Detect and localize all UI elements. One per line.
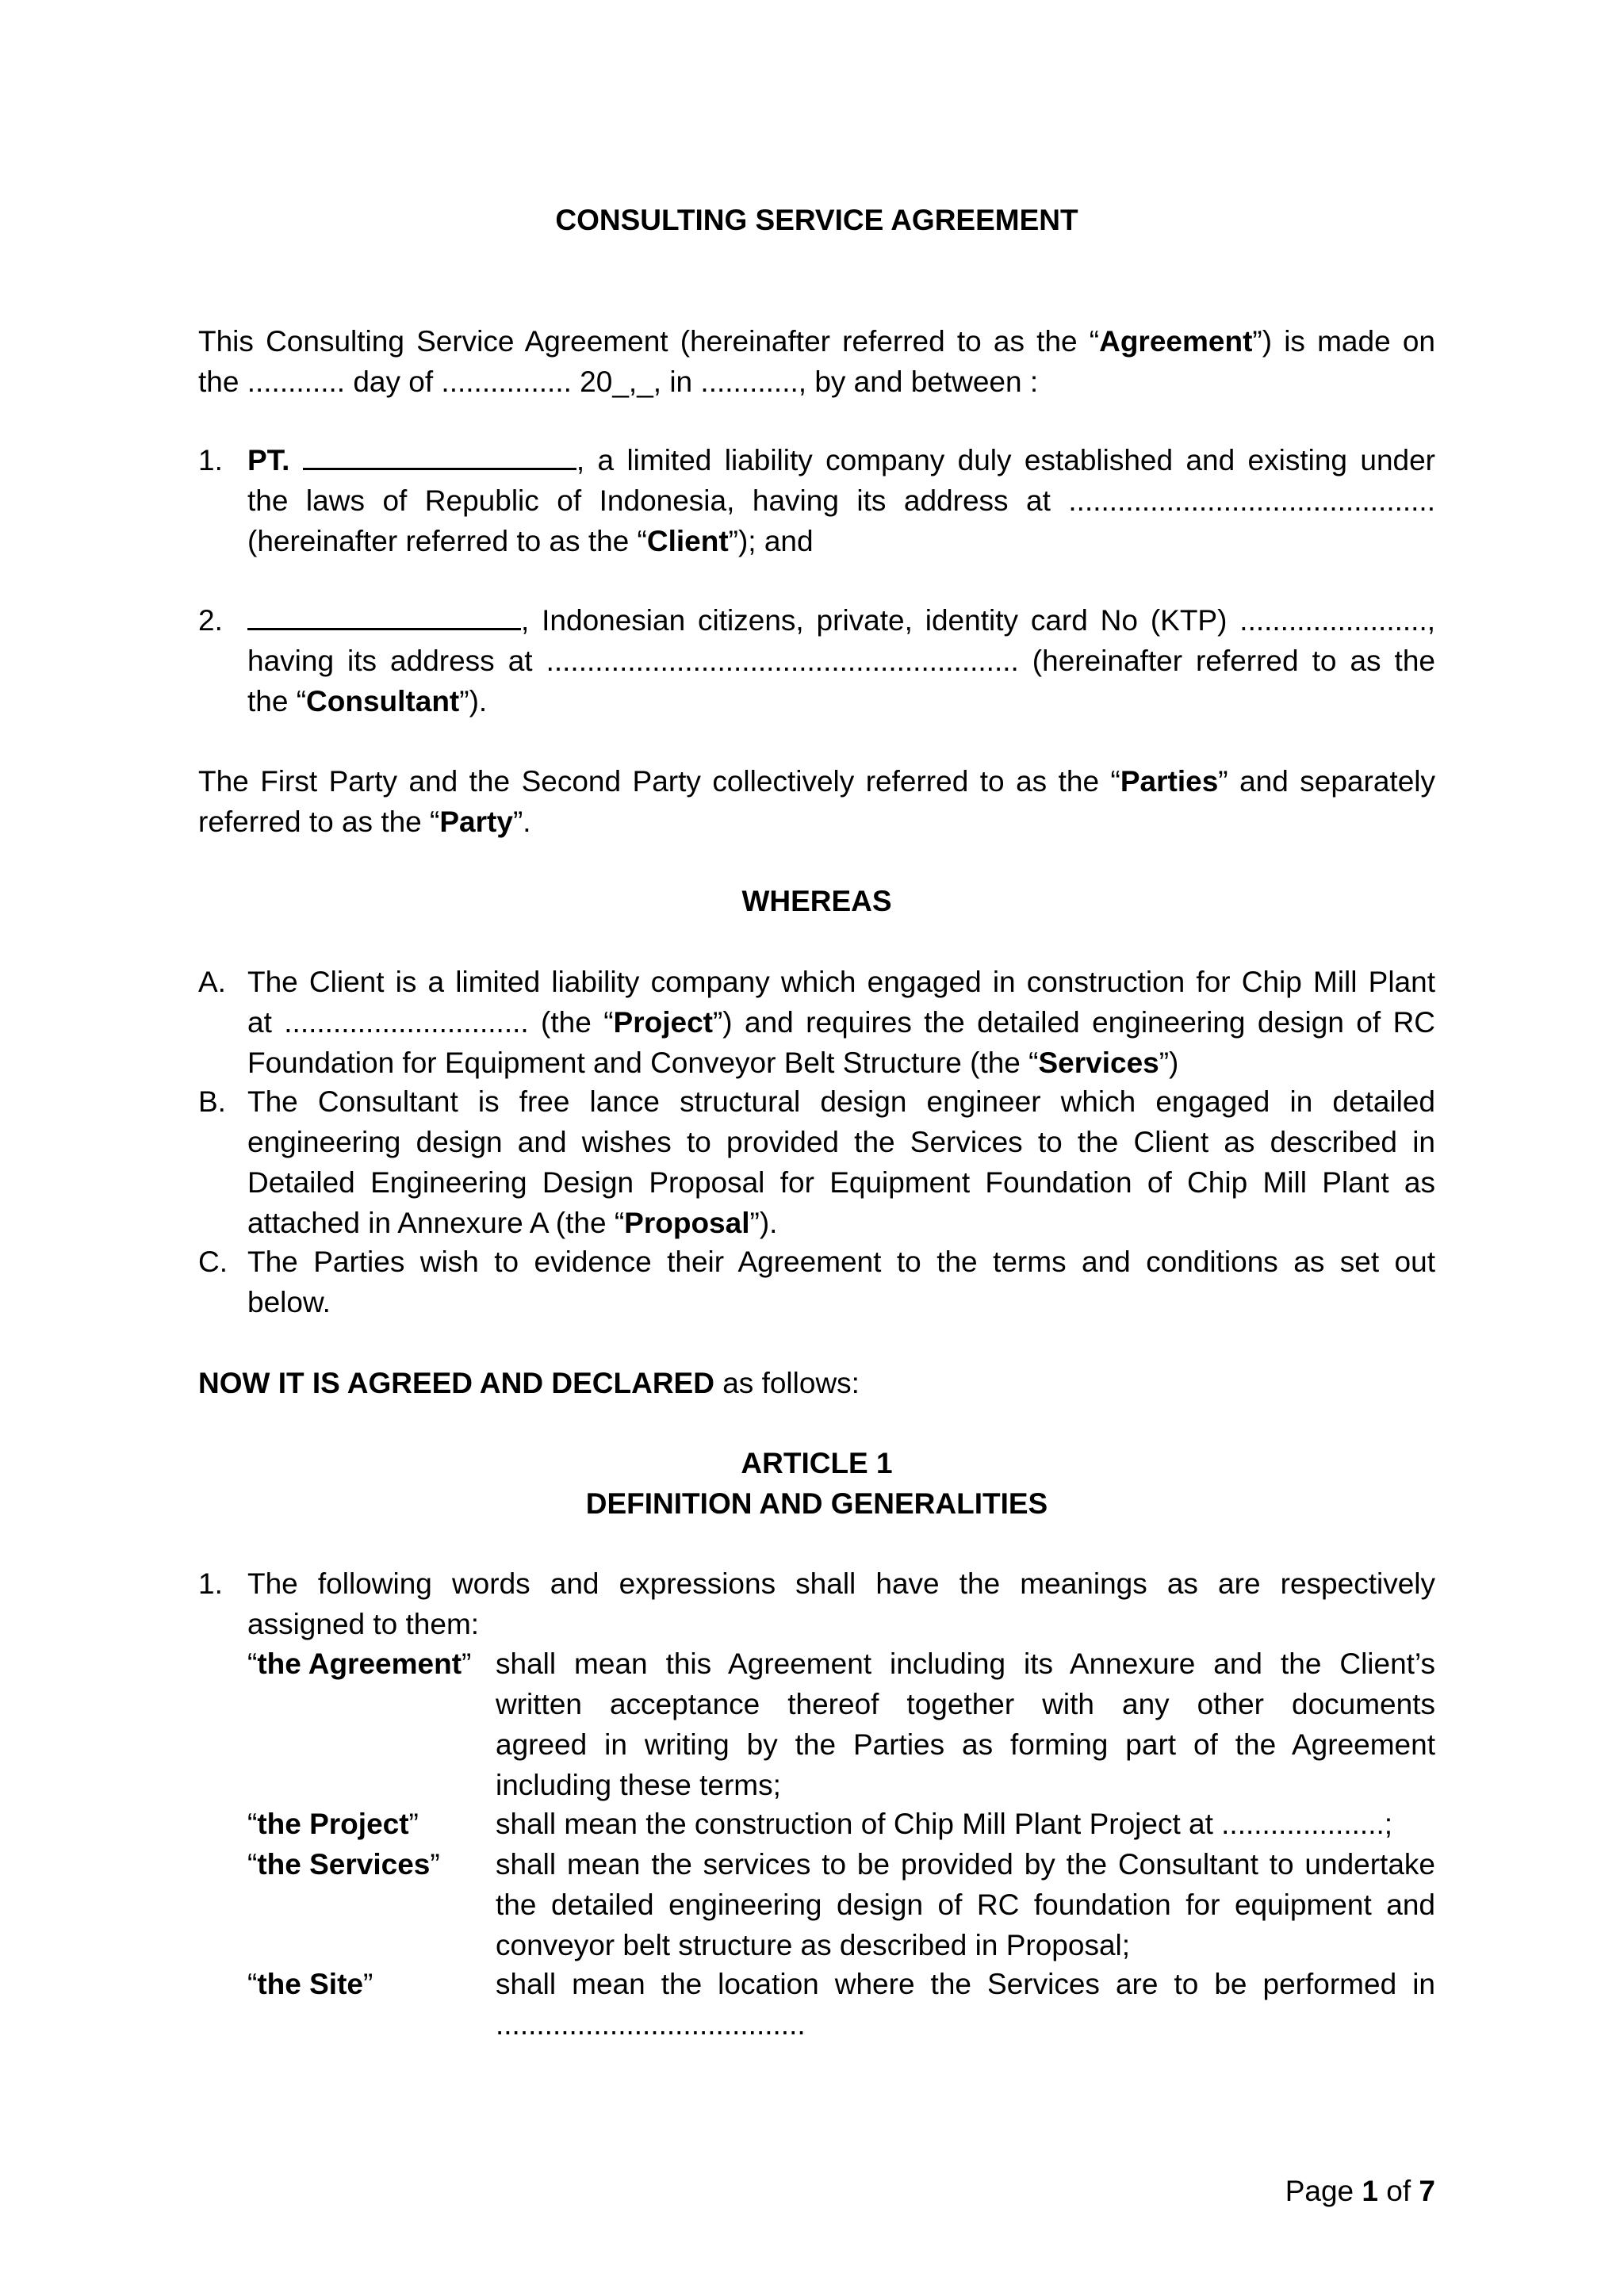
- parties-term: Parties: [1120, 765, 1219, 798]
- consultant-term: Consultant: [306, 685, 460, 718]
- services-term: Services: [1038, 1047, 1159, 1079]
- whereas-a-label: A.: [198, 966, 226, 998]
- blank-underline: [303, 441, 576, 470]
- definition-term-agreement: “the Agreement”: [247, 1647, 472, 1680]
- client-term: Client: [646, 525, 729, 557]
- collective-paragraph: The First Party and the Second Party collectively referred to as the “Parties” and separately referred to as the “Party”.: [198, 765, 1435, 838]
- definition-text-project: shall mean the construction of Chip Mill Plant Project at ....................;: [496, 1808, 1393, 1840]
- party-2-item: , Indonesian citizens, private, identity card No (KTP) ......................., having its address at .......................................................... (hereinafter referred to as the the “Consultant”).: [247, 600, 1435, 721]
- party-2-number: 2.: [198, 604, 223, 637]
- now-agreed-line: NOW IT IS AGREED AND DECLARED as follows:: [198, 1367, 860, 1399]
- whereas-c-label: C.: [198, 1246, 228, 1278]
- definition-text-site: shall mean the location where the Services are to be performed in ......................................: [496, 1968, 1435, 2041]
- document-title: CONSULTING SERVICE AGREEMENT: [555, 204, 1078, 236]
- intro-line-1: This Consulting Service Agreement (hereinafter referred to as the “Agreement”) is made on: [198, 325, 1435, 358]
- agreement-term: Agreement: [1099, 325, 1253, 358]
- article-title: DEFINITION AND GENERALITIES: [585, 1487, 1048, 1520]
- project-term: Project: [613, 1006, 713, 1039]
- definition-term-site: “the Site”: [247, 1968, 373, 2000]
- intro-line-2: the ............ day of ................ 20_,_, in ............, by and between :: [198, 365, 1039, 398]
- definitions-number: 1.: [198, 1567, 223, 1600]
- party-1-item: PT. , a limited liability company duly established and existing under the laws of Republic of Indonesia, having its address at ............................................. (hereinafter referred to as the “Client”); and: [247, 440, 1435, 561]
- definition-term-services: “the Services”: [247, 1848, 440, 1881]
- definitions-intro: The following words and expressions shall have the meanings as are respectively assigned to them:: [247, 1567, 1435, 1640]
- definition-text-agreement: shall mean this Agreement including its Annexure and the Client’s written acceptance thereof together with any other documents agreed in writing by the Parties as forming part of the Agreement including these terms;: [496, 1647, 1435, 1801]
- whereas-b-item: The Consultant is free lance structural design engineer which engaged in detailed engineering design and wishes to provided the Services to the Client as described in Detailed Engineering Design Proposal for Equipment Foundation of Chip Mill Plant as attached in Annexure A (the “Proposal”).: [247, 1085, 1435, 1239]
- whereas-b-label: B.: [198, 1085, 226, 1118]
- pt-label: PT.: [247, 444, 290, 476]
- proposal-term: Proposal: [624, 1207, 750, 1239]
- intro-paragraph: [198, 321, 1435, 402]
- current-page: 1: [1362, 2175, 1378, 2207]
- party-1-number: 1.: [198, 444, 223, 476]
- blank-underline: [247, 601, 521, 630]
- whereas-c-item: The Parties wish to evidence their Agreement to the terms and conditions as set out below.: [247, 1246, 1435, 1318]
- definition-text-services: shall mean the services to be provided by the Consultant to undertake the detailed engineering design of RC foundation for equipment and conveyor belt structure as described in Proposal;: [496, 1848, 1435, 1961]
- whereas-heading: WHEREAS: [741, 885, 892, 917]
- whereas-a-item: The Client is a limited liability company which engaged in construction for Chip Mill Plant at .............................. (the “Project”) and requires the detailed engineering design of RC Foundation for Equipment and Conveyor Belt Structure (the “Services”): [247, 966, 1436, 1079]
- article-number: ARTICLE 1: [741, 1447, 893, 1479]
- article-heading: [198, 1443, 1435, 1524]
- definition-term-project: “the Project”: [247, 1808, 419, 1840]
- party-term: Party: [439, 806, 513, 838]
- page-number: Page 1 of 7: [1285, 2175, 1435, 2207]
- total-pages: 7: [1419, 2175, 1435, 2207]
